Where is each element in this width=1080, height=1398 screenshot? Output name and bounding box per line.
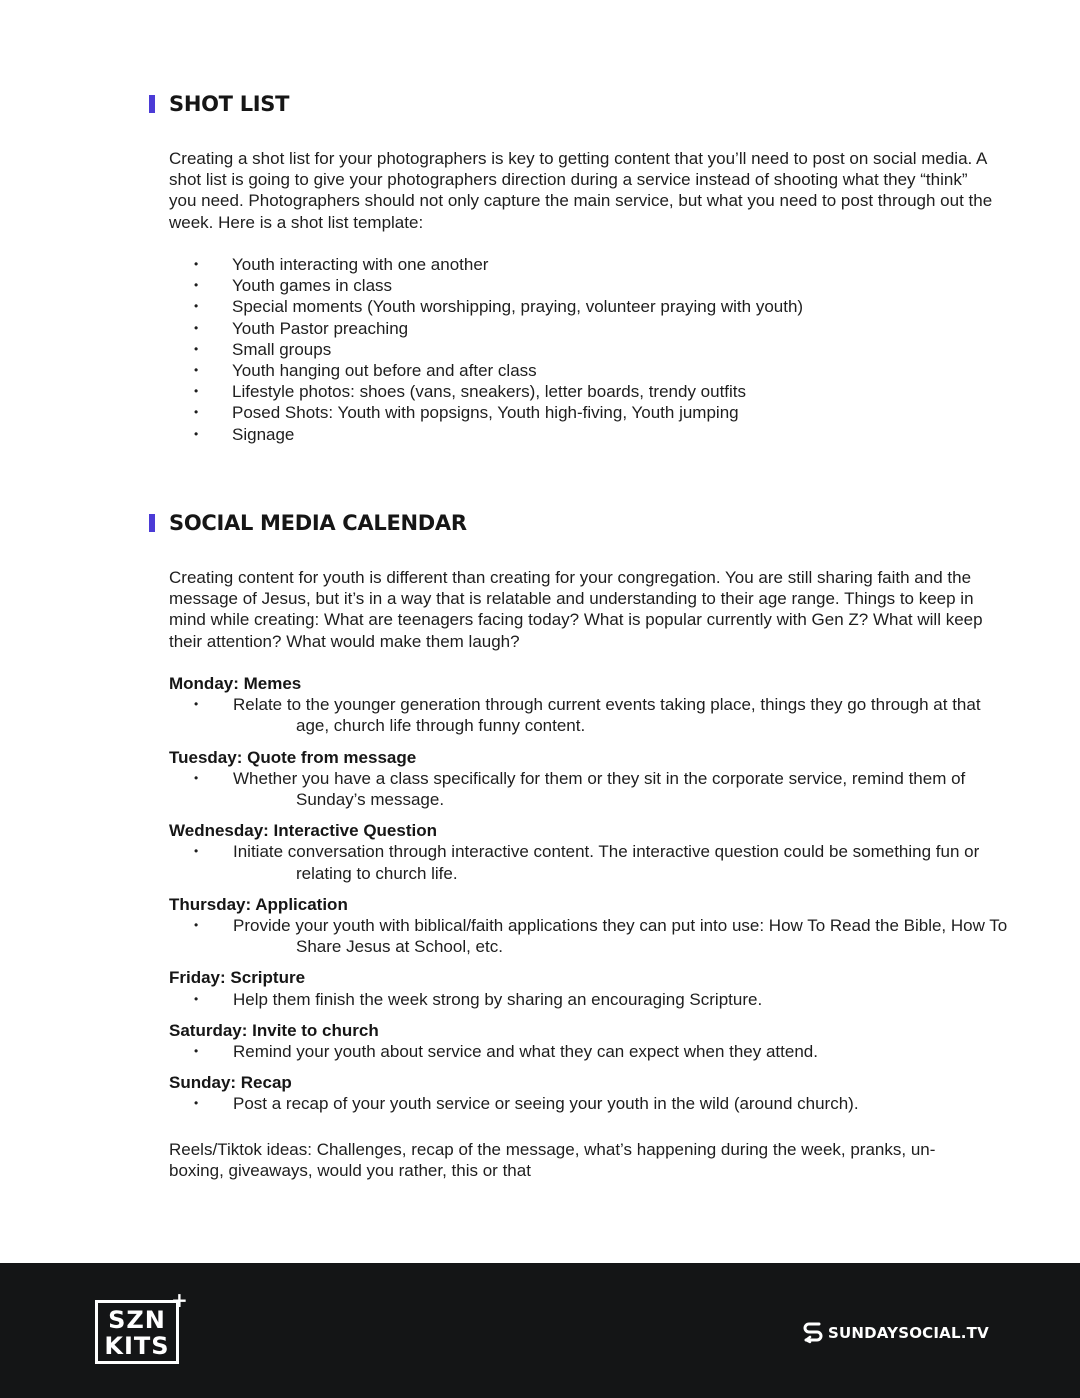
calendar-day bbox=[169, 1072, 1009, 1114]
day-description: • Remind your youth about service and what they can expect when they attend. bbox=[169, 1041, 1009, 1062]
reels-ideas: Reels/Tiktok ideas: Challenges, recap of the message, what’s happening during the week, pranks, un-boxing, giveaways, would you rather, this or that bbox=[169, 1140, 936, 1181]
day-title: Sunday: Recap bbox=[169, 1073, 292, 1093]
day-description: • Initiate conversation through interactive content. The interactive question could be something fun or relating to church life. bbox=[169, 841, 1009, 883]
calendar-day bbox=[169, 747, 1009, 811]
day-title: Thursday: Application bbox=[169, 894, 348, 914]
day-description: • Help them finish the week strong by sharing an encouraging Scripture. bbox=[169, 989, 1009, 1010]
list-item: • Youth Pastor preaching bbox=[169, 318, 803, 339]
calendar-day bbox=[169, 967, 1009, 1009]
list-item: • Posed Shots: Youth with popsigns, Youth high-fiving, Youth jumping bbox=[169, 402, 803, 423]
heading-accent-bar bbox=[149, 514, 155, 532]
day-title: Tuesday: Quote from message bbox=[169, 747, 417, 767]
day-title: Monday: Memes bbox=[169, 674, 302, 693]
logo-plus: + bbox=[171, 1288, 188, 1312]
list-item: • Signage bbox=[169, 424, 803, 445]
shot-list-items bbox=[169, 254, 803, 445]
calendar-intro: Creating content for youth is different than creating for your congregation. You are still sharing faith and the message of Jesus, but it’s in a way that is relatable and understanding to their age range. Things to keep in mind while creating: What are teenagers facing today? What is popular currently with Gen Z? What will keep their attention? What would make them laugh? bbox=[169, 568, 983, 651]
day-description: • Whether you have a class specifically for them or they sit in the corporate service, remind them of Sunday’s message. bbox=[169, 768, 1009, 810]
brand-url: SUNDAYSOCIAL.TV bbox=[828, 1324, 989, 1342]
list-item: • Special moments (Youth worshipping, praying, volunteer praying with youth) bbox=[169, 296, 803, 317]
list-item: • Lifestyle photos: shoes (vans, sneakers), letter boards, trendy outfits bbox=[169, 381, 803, 402]
calendar-days bbox=[169, 673, 1009, 1125]
szn-kits-logo bbox=[95, 1300, 179, 1364]
calendar-day bbox=[169, 820, 1009, 884]
s-logo-icon bbox=[802, 1320, 824, 1346]
logo-line-2: KITS bbox=[104, 1332, 170, 1360]
calendar-day bbox=[169, 894, 1009, 958]
calendar-title: SOCIAL MEDIA CALENDAR bbox=[169, 511, 467, 535]
list-item: • Youth hanging out before and after class bbox=[169, 360, 803, 381]
calendar-heading bbox=[149, 511, 467, 535]
calendar-day bbox=[169, 1020, 1009, 1062]
day-title: Saturday: Invite to church bbox=[169, 1020, 379, 1040]
list-item: • Small groups bbox=[169, 339, 803, 360]
list-item: • Youth interacting with one another bbox=[169, 254, 803, 275]
day-title: Wednesday: Interactive Question bbox=[169, 821, 437, 841]
brand bbox=[802, 1320, 989, 1346]
day-title: Friday: Scripture bbox=[169, 968, 306, 988]
shot-list-heading bbox=[149, 92, 289, 116]
list-item: • Youth games in class bbox=[169, 275, 803, 296]
heading-accent-bar bbox=[149, 95, 155, 113]
day-description: • Post a recap of your youth service or seeing your youth in the wild (around church). bbox=[169, 1093, 1009, 1114]
day-description: • Provide your youth with biblical/faith applications they can put into use: How To Read the Bible, How To Share Jesus at School, etc. bbox=[169, 915, 1009, 957]
logo-line-1: SZN bbox=[108, 1306, 166, 1334]
shot-list-intro: Creating a shot list for your photographers is key to getting content that you’ll need to post on social media. A shot list is going to give your photographers direction during a service instead of shooting what they “think” you need. Photographers should not only capture the main service, but what you need to post through out the week. Here is a shot list template: bbox=[169, 149, 993, 232]
shot-list-title: SHOT LIST bbox=[169, 92, 290, 116]
calendar-day bbox=[169, 673, 1009, 737]
day-description: • Relate to the younger generation through current events taking place, things they go through at that age, church life through funny content. bbox=[169, 694, 1009, 736]
